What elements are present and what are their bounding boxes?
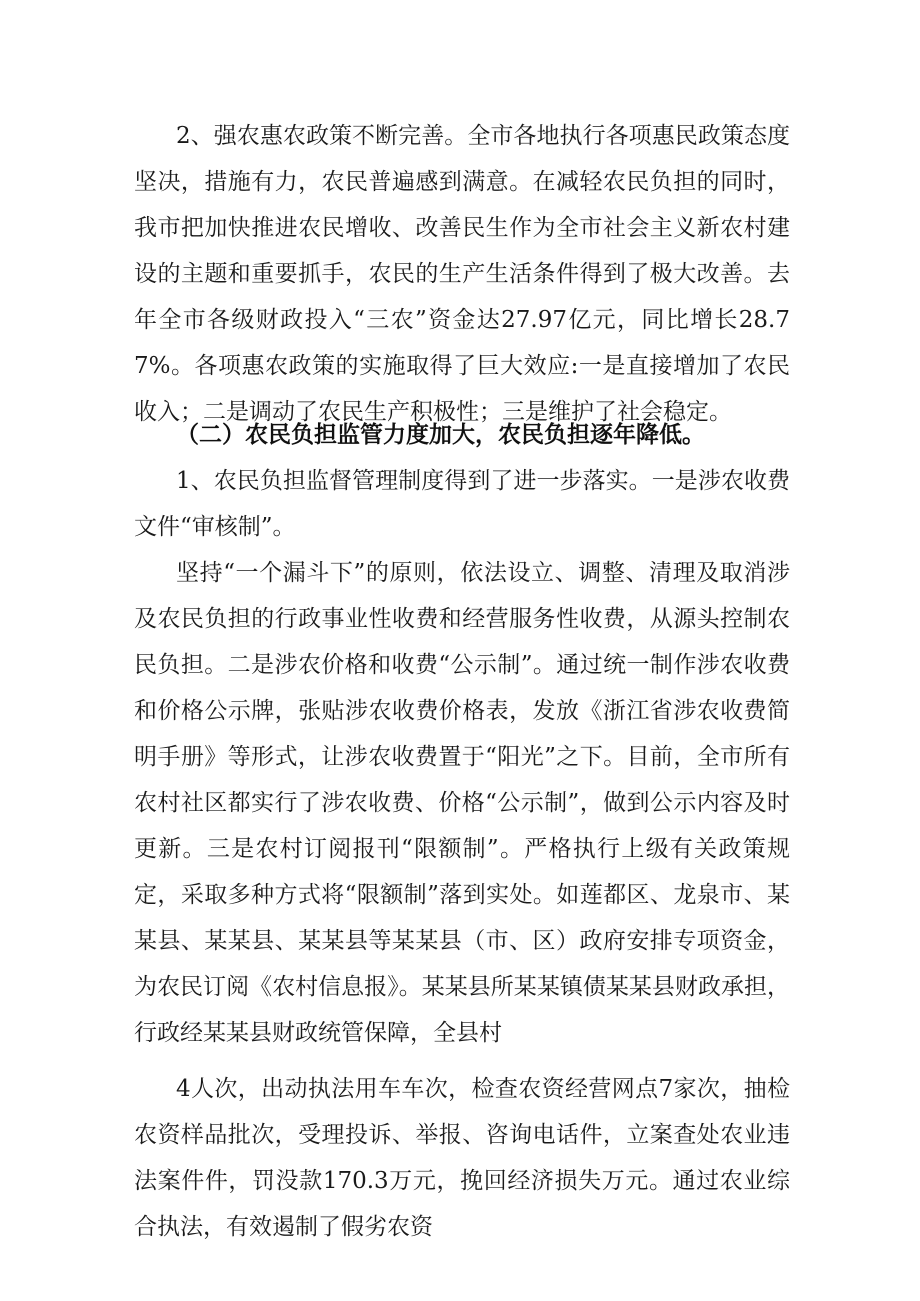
paragraph-enforcement-stats: 4人次，出动执法用车车次，检查农资经营网点7家次，抽检农资样品批次，受理投诉、举报、咨询电话件，立案查处农业违法案件件，罚没款170.3万元，挽回经济损失万元。通过农业综合执法，有效遏制了假劣农资	[134, 1076, 790, 1240]
paragraph-fee-principles: 坚持“一个漏斗下”的原则，依法设立、调整、清理及取消涉及农民负担的行政事业性收费和经营服务性收费，从源头控制农民负担。二是涉农价格和收费“公示制”。通过统一制作涉农收费和价格公示牌，张贴涉农收费价格表，发放《浙江省涉农收费简明手册》等形式，让涉农收费置于“阳光”之下。目前，全市所有农村社区都实行了涉农收费、价格“公示制”，做到公示内容及时更新。三是农村订阅报刊“限额制”。严格执行上级有关政策规定，采取多种方式将“限额制”落到实处。如莲都区、龙泉市、某某县、某某县、某某县等某某县（市、区）政府安排专项资金，为农民订阅《农村信息报》。某某县所某某镇债某某县财政承担，行政经某某县财政统管保障，全县村	[134, 560, 790, 1046]
paragraph-supervision-system: 1、农民负担监督管理制度得到了进一步落实。一是涉农收费文件“审核制”。	[134, 468, 790, 540]
paragraph-policy-improvement: 2、强农惠农政策不断完善。全市各地执行各项惠民政策态度坚决，措施有力，农民普遍感到满意。在减轻农民负担的同时，我市把加快推进农民增收、改善民生作为全市社会主义新农村建设的主题和重要抓手，农民的生产生活条件得到了极大改善。去年全市各级财政投入“三农”资金达27.97亿元，同比增长28.77%。各项惠农政策的实施取得了巨大效应:一是直接增加了农民收入；二是调动了农民生产积极性；三是维护了社会稳定。	[134, 123, 790, 425]
section-heading-burden-supervision: （二）农民负担监管力度加大，农民负担逐年降低。	[176, 421, 705, 448]
